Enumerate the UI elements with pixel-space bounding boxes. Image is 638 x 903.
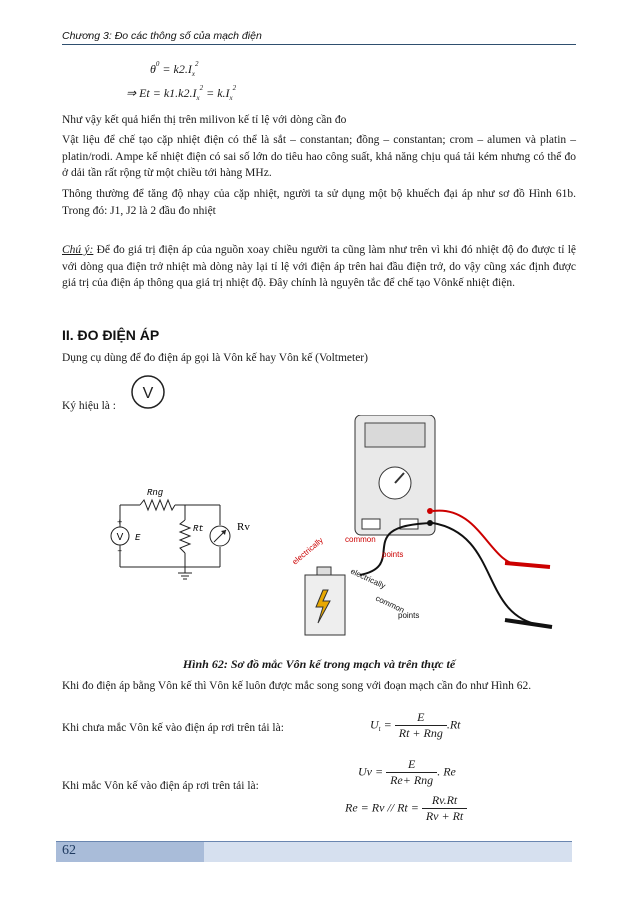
formula-et: ⇒ $Et = k1.k2.I_x^2 = k.I_x^2$ <box>126 84 237 102</box>
svg-text:+: + <box>117 518 123 528</box>
eq2-formula-uv: Uv = $\frac{E}{\text{Re+ Rng}}$ . Re <box>358 757 456 787</box>
svg-text:E: E <box>135 533 141 543</box>
eq2-formula-re: Re = Rv // Rt = $\frac{Rv.Rt}{Rv + Rt}$ <box>345 793 467 824</box>
section-title: II. ĐO ĐIỆN ÁP <box>62 327 160 343</box>
svg-text:electrically: electrically <box>290 535 325 567</box>
svg-text:Rng: Rng <box>147 488 164 498</box>
voltmeter-symbol-icon <box>128 372 168 412</box>
svg-text:V: V <box>116 532 124 543</box>
multimeter-illustration <box>290 415 560 645</box>
rt-resistor <box>180 520 190 553</box>
svg-text:common: common <box>345 535 376 544</box>
svg-text:Rt: Rt <box>193 524 204 534</box>
svg-text:common: common <box>374 593 406 615</box>
eq1-label: Khi chưa mắc Vôn kế vào điện áp rơi trên tải là: <box>62 722 284 734</box>
multimeter-display <box>365 423 425 447</box>
paragraph-note <box>62 242 576 292</box>
eq2-label: Khi mắc Vôn kế vào điện áp rơi trên tải là: <box>62 780 259 792</box>
svg-text:–: – <box>117 546 123 556</box>
rng-resistor <box>140 500 175 510</box>
svg-text:points: points <box>398 611 420 620</box>
symbol-label: Ký hiệu là : <box>62 400 116 412</box>
paragraph-materials: Vật liệu để chế tạo cặp nhiệt điện có thể là sắt – constantan; đồng – constantan; crom – alumen và platin – platin/rodi. Ampe kế nhiệt điện có sai số lớn do tiêu hao công suất, khả năng chịu quá tải kém nhưng có thể đo ở dải tần rất rộng từ một chiều tới hàng MHz. <box>62 134 576 179</box>
formula-theta: $\theta^0 = k2.I_x^2$ <box>150 60 199 78</box>
jack-com <box>362 519 380 529</box>
note-text: Để đo giá trị điện áp của nguồn xoay chiều người ta cũng làm như trên vì khi đó nhiệt độ đo được tỉ lệ với dòng qua điện trở nhiệt mà dòng này lại tỉ lệ với điện áp trên hai đầu điện trở, do vậy cũng xác định được giá trị của điện áp thông qua giá trị nhiệt độ. Đây chính là nguyên tắc để chế tạo Vônkế nhiệt điện. <box>62 244 576 289</box>
figure-caption: Hình 62: Sơ đồ mắc Vôn kế trong mạch và trên thực tế <box>182 657 456 671</box>
svg-text:points: points <box>382 550 404 559</box>
voltmeter-intro: Dụng cụ dùng để đo điện áp gọi là Vôn kế hay Vôn kế (Voltmeter) <box>62 352 368 364</box>
svg-text:Rv: Rv <box>237 521 250 533</box>
svg-text:V: V <box>142 385 154 402</box>
header-rule <box>62 44 576 45</box>
paragraph-display: Như vậy kết quả hiển thị trên milivon kế tỉ lệ với dòng cần đo <box>62 114 347 126</box>
note-label: Chú ý: <box>62 244 94 256</box>
svg-text:electrically: electrically <box>349 566 387 591</box>
page-number: 62 <box>62 843 76 858</box>
paragraph-amplifier: Thông thường để tăng độ nhạy của cặp nhiệt, người ta sử dụng một bộ khuếch đại áp như sơ đồ Hình 61b. Trong đó: J1, J2 là 2 đầu đo nhiệt <box>62 188 576 217</box>
footer-accent <box>56 842 204 862</box>
page-header: Chương 3: Đo các thông số của mạch điện <box>62 30 262 42</box>
eq1-formula: $U_t$ = $\frac{E}{\text{Rt + Rng}}$ .Rt <box>370 710 461 740</box>
paragraph-parallel: Khi đo điện áp bằng Vôn kế thì Vôn kế luôn được mắc song song với đoạn mạch cần đo như Hình 62. <box>62 680 532 692</box>
circuit-diagram <box>95 485 275 585</box>
